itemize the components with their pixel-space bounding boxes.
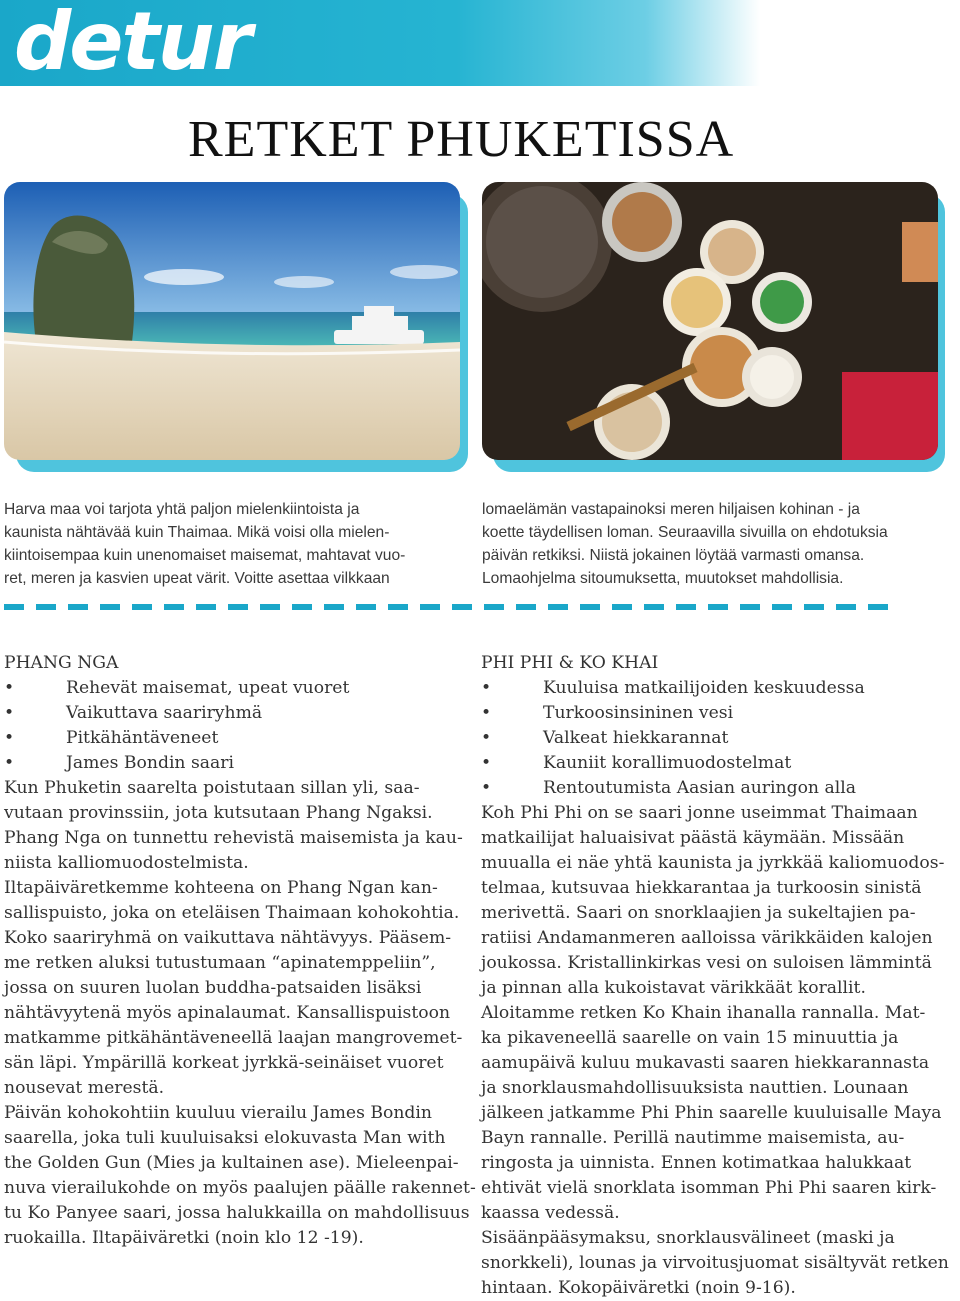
body-line: kaassa vedessä.: [481, 1203, 620, 1223]
bullet-item: [481, 726, 951, 751]
bullet-item: [4, 751, 464, 776]
body-line: niista kalliomuodostelmista.: [4, 853, 249, 873]
body-line: nousevat merestä.: [4, 1078, 165, 1098]
body-line: Päivän kohokohtiin kuuluu vierailu James Bondin: [4, 1103, 433, 1123]
body-line: the Golden Gun (Mies ja kultainen ase). Mieleenpai-: [4, 1153, 459, 1173]
section-phang-nga: [4, 651, 476, 1251]
body-line: matkailijat haluaisivat päästä käymään. Missään: [481, 828, 905, 848]
body-line: me retken aluksi tutustumaan “apinatemppeliin”,: [4, 953, 436, 973]
body-line: Koh Phi Phi on se saari jonne useimmat Thaimaan: [481, 803, 918, 823]
beach-photo: [4, 182, 460, 460]
bullet-text: Pitkähäntäveneet: [66, 728, 219, 748]
body-line: vutaan provinssiin, jota kutsutaan Phang Ngaksi.: [4, 803, 433, 823]
body-line: jossa on suuren luolan buddha-patsaiden lisäksi: [4, 978, 422, 998]
intro-line: ret, meren ja kasvien upeat värit. Voitte asettaa vilkkaan: [4, 570, 390, 587]
body-line: ratiisi Andamanmeren aalloissa värikkäiden kalojen: [481, 928, 933, 948]
bullet-dot-icon: •: [4, 753, 15, 773]
body-line: aamupäivä kuluu mukavasti saaren hiekkarannasta: [481, 1053, 930, 1073]
dashed-divider: [4, 604, 900, 610]
bullet-item: [481, 776, 951, 801]
bullet-text: Kuuluisa matkailijoiden keskuudessa: [543, 678, 865, 698]
body-line: matkamme pitkähäntäveneellä laajan mangrovemet-: [4, 1028, 463, 1048]
body-line: Kun Phuketin saarelta poistutaan sillan yli, saa-: [4, 778, 420, 798]
bullet-text: Valkeat hiekkarannat: [543, 728, 729, 748]
bullet-dot-icon: •: [481, 778, 492, 798]
bullet-list: [4, 676, 464, 776]
bullet-dot-icon: •: [481, 703, 492, 723]
intro-line: kiintoisempaa kuin unenomaiset maisemat, mahtavat vuo-: [4, 547, 406, 564]
intro-line: päivän retkiksi. Niistä jokainen löytää varmasti omansa.: [482, 547, 865, 564]
body-line: saarella, joka tuli kuuluisaksi elokuvasta Man with: [4, 1128, 446, 1148]
body-line: nähtävyytenä myös apinalaumat. Kansallispuistoon: [4, 1003, 451, 1023]
section-body: [481, 801, 951, 1301]
intro-line: lomaelämän vastapainoksi meren hiljaisen kohinan - ja: [482, 501, 860, 518]
intro-line: Harva maa voi tarjota yhtä paljon mielenkiintoista ja: [4, 501, 360, 518]
page-title: RETKET PHUKETISSA: [188, 111, 735, 168]
bullet-item: [481, 701, 951, 726]
bullet-item: [4, 676, 464, 701]
brand-bar: [0, 0, 760, 86]
body-line: nuva vierailukohde on myös paalujen päälle rakennet-: [4, 1178, 476, 1198]
body-line: Sisäänpääsymaksu, snorklausvälineet (maski ja: [481, 1228, 895, 1248]
body-line: sän läpi. Ympärillä korkeat jyrkkä-seinäiset vuoret: [4, 1053, 444, 1073]
body-line: jälkeen jatkamme Phi Phin saarelle kuuluisalle Maya: [481, 1103, 942, 1123]
body-line: Phang Nga on tunnettu rehevistä maisemista ja kau-: [4, 828, 463, 848]
body-line: tu Ko Panyee saari, jossa halukkailla on mahdollisuus: [4, 1203, 470, 1223]
body-line: sallispuisto, joka on eteläisen Thaimaan kohokohtia.: [4, 903, 460, 923]
body-line: Koko saariryhmä on vaikuttava nähtävyys. Pääsem-: [4, 928, 452, 948]
bullet-list: [481, 676, 951, 801]
section-heading: PHI PHI & KO KHAI: [481, 653, 659, 673]
bullet-dot-icon: •: [4, 703, 15, 723]
body-line: Iltapäiväretkemme kohteena on Phang Ngan kan-: [4, 878, 438, 898]
body-line: muualla ei näe yhtä kaunista ja jyrkkää kaliomuodos-: [481, 853, 945, 873]
section-heading: PHANG NGA: [4, 653, 119, 673]
bullet-text: Kauniit korallimuodostelmat: [543, 753, 792, 773]
bullet-item: [4, 701, 464, 726]
bullet-text: Vaikuttava saariryhmä: [66, 703, 263, 723]
body-line: joukossa. Kristallinkirkas vesi on suloisen lämmintä: [481, 953, 932, 973]
body-line: ehtivät vielä snorklata isomman Phi Phi saaren kirk-: [481, 1178, 937, 1198]
bullet-dot-icon: •: [4, 678, 15, 698]
section-body: [4, 776, 476, 1251]
bullet-dot-icon: •: [481, 728, 492, 748]
intro-left: [4, 498, 459, 590]
body-line: ringosta ja uinnista. Ennen kotimatkaa halukkaat: [481, 1153, 912, 1173]
bullet-item: [4, 726, 464, 751]
body-line: ruokailla. Iltapäiväretki (noin klo 12 -19).: [4, 1228, 364, 1248]
section-phi-phi: [481, 651, 951, 1301]
bullet-text: James Bondin saari: [66, 753, 234, 773]
body-line: ja snorklausmahdollisuuksista nauttien. Lounaan: [481, 1078, 909, 1098]
body-line: ka pikaveneellä saarelle on vain 15 minuuttia ja: [481, 1028, 899, 1048]
body-line: Bayn rannalle. Perillä nautimme maisemista, au-: [481, 1128, 905, 1148]
detur-logo: detur: [14, 0, 251, 88]
body-line: merivettä. Saari on snorklaajien ja sukeltajien pa-: [481, 903, 916, 923]
bullet-text: Turkoosinsininen vesi: [543, 703, 734, 723]
intro-right: [482, 498, 952, 590]
bullet-dot-icon: •: [481, 678, 492, 698]
food-photo: [482, 182, 938, 460]
bullet-item: [481, 676, 951, 701]
body-line: snorkkeli), lounas ja virvoitusjuomat sisältyvät retken: [481, 1253, 949, 1273]
bullet-item: [481, 751, 951, 776]
body-line: hintaan. Kokopäiväretki (noin 9-16).: [481, 1278, 796, 1298]
bullet-text: Rehevät maisemat, upeat vuoret: [66, 678, 350, 698]
intro-line: Lomaohjelma sitoumuksetta, muutokset mahdollisia.: [482, 570, 844, 587]
body-line: telmaa, kutsuvaa hiekkarantaa ja turkoosin sinistä: [481, 878, 922, 898]
intro-line: koette täydellisen loman. Seuraavilla sivuilla on ehdotuksia: [482, 524, 888, 541]
intro-line: kaunista nähtävää kuin Thaimaa. Mikä voisi olla mielen-: [4, 524, 390, 541]
bullet-dot-icon: •: [481, 753, 492, 773]
body-line: Aloitamme retken Ko Khain ihanalla rannalla. Mat-: [481, 1003, 926, 1023]
body-line: ja pinnan alla kukoistavat värikkäät korallit.: [481, 978, 866, 998]
bullet-dot-icon: •: [4, 728, 15, 748]
bullet-text: Rentoutumista Aasian auringon alla: [543, 778, 856, 798]
